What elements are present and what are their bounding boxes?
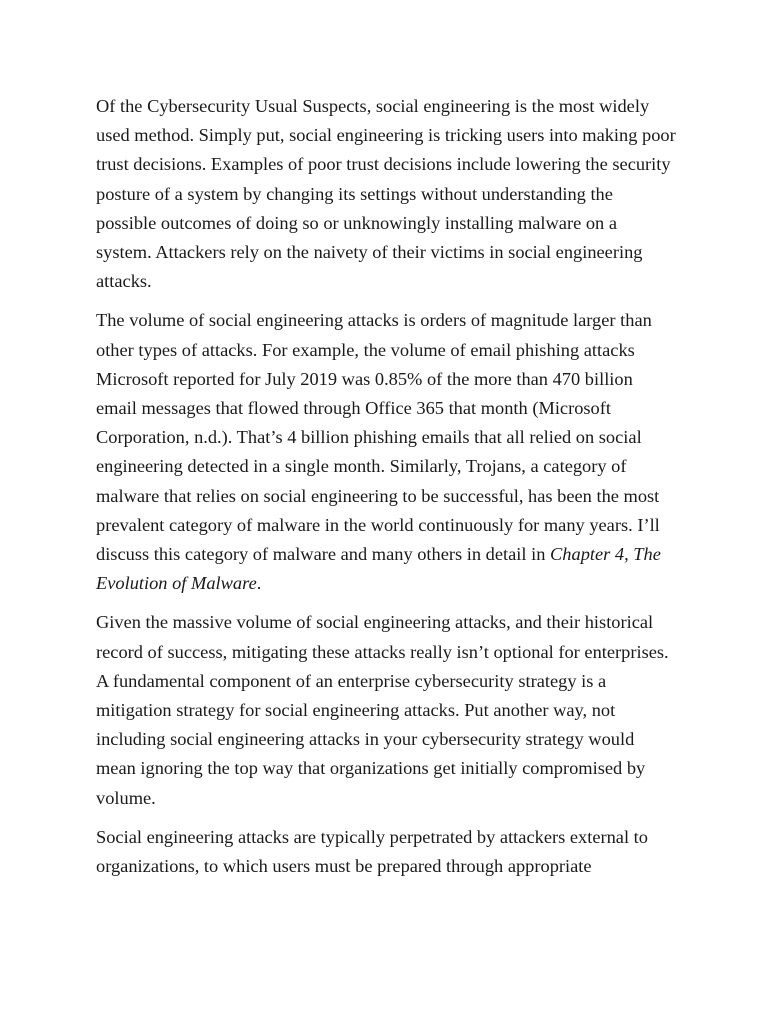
paragraph-1-text: Of the Cybersecurity Usual Suspects, social engineering is the most widely used method. Simply put, social engineering is tricking users into making poor trust decisions. Examples of poor trust decisions include lowering the security posture of a system by changing its settings without understanding the possible outcomes of doing so or unknowingly installing malware on a system. Attackers rely on the naivety of their victims in social engineering attacks. xyxy=(96,96,676,292)
paragraph-2-tail: . xyxy=(256,573,262,594)
paragraph-3-text: Given the massive volume of social engineering attacks, and their historical record of success, mitigating these attacks really isn’t optional for enterprises. A fundamental component of an enterprise cybersecurity strategy is a mitigation strategy for social engineering attacks. Put another way, not including social engineering attacks in your cybersecurity strategy would mean ignoring the top way that organizations get initially compromised by volume. xyxy=(96,612,669,808)
paragraph-4 xyxy=(96,823,676,881)
document-body xyxy=(96,92,676,891)
paragraph-4-text: Social engineering attacks are typically perpetrated by attackers external to organizations, to which users must be prepared through appropriate xyxy=(96,826,648,877)
paragraph-2-text: The volume of social engineering attacks is orders of magnitude larger than other types of attacks. For example, the volume of email phishing attacks Microsoft reported for July 2019 was 0.85% of the more than 470 billion email messages that flowed through Office 365 that month (Microsoft Corporation, n.d.). That’s 4 billion phishing emails that all relied on social engineering detected in a single month. Similarly, Trojans, a category of malware that relies on social engineering to be successful, has been the most prevalent category of malware in the world continuously for many years. I’ll discuss this category of malware and many others in detail in xyxy=(96,310,660,565)
paragraph-2 xyxy=(96,306,676,598)
paragraph-1 xyxy=(96,92,676,296)
chapter-reference: Chapter 4, The Evolution of Malware xyxy=(96,544,661,594)
paragraph-3 xyxy=(96,608,676,812)
